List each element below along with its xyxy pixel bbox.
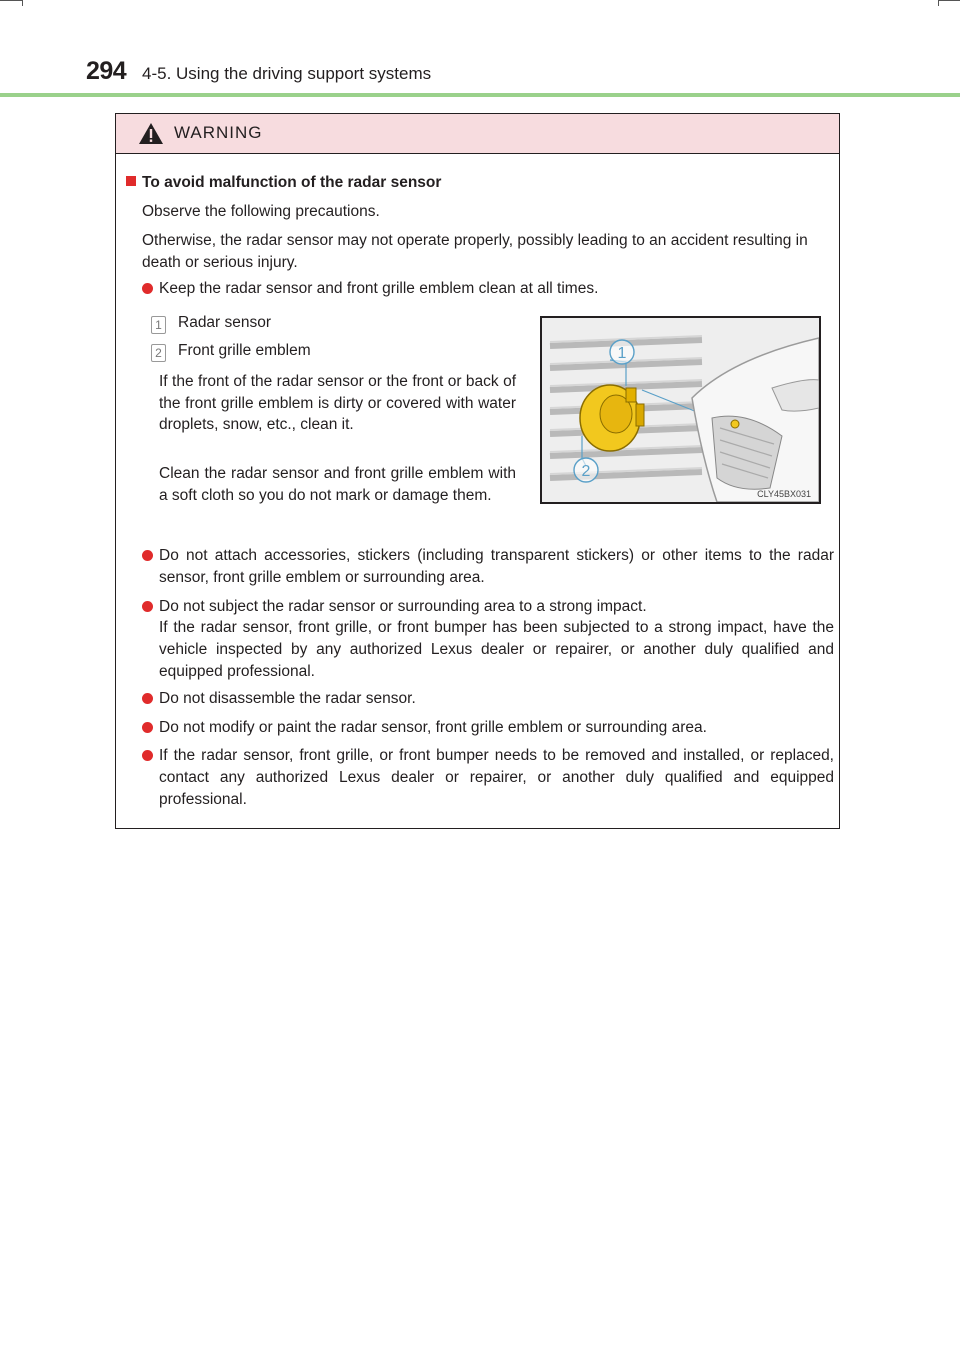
bullet-text: If the radar sensor, front grille, or front bumper has been subjected to a strong impact, have the vehicle inspected by any authorized Lexus dealer or repairer, or another duly qualified and equipped professional. [159,619,834,680]
callout-label-radar-sensor: Radar sensor [178,314,272,331]
subheading-text: To avoid malfunction of the radar sensor [142,174,442,191]
bullet-dot-icon [142,722,153,733]
bullet-item [142,545,834,589]
figure-code: CLY45BX031 [757,489,811,499]
warning-subheading [126,174,441,192]
page-header [0,0,960,100]
bullet-item [142,278,834,300]
bullet-text: Do not attach accessories, stickers (including transparent stickers) or other items to the radar sensor, front grille emblem or surrounding area. [159,547,834,586]
intro-text-2: Otherwise, the radar sensor may not operate properly, possibly leading to an accident resulting in death or serious injury. [142,232,808,271]
callout-label-front-grille-emblem: Front grille emblem [178,342,311,359]
bullet-text: Do not subject the radar sensor or surrounding area to a strong impact. [159,598,647,615]
header-divider [0,93,960,97]
figure-callout-2: 2 [581,463,591,480]
square-bullet-icon [126,176,136,186]
warning-header [116,114,839,154]
bullet-text: Do not disassemble the radar sensor. [159,690,416,707]
warning-title: WARNING [174,123,263,142]
radar-sensor-figure [540,316,821,504]
cleaning-instruction: Clean the radar sensor and front grille emblem with a soft cloth so you do not mark or damage them. [159,465,516,504]
bullet-item [142,717,834,739]
bullet-text: Do not modify or paint the radar sensor, front grille emblem or surrounding area. [159,719,707,736]
bullet-text: If the radar sensor, front grille, or front bumper needs to be removed and installed, or replaced, contact any authorized Lexus dealer or repairer, or another duly qualified and equipped professional. [159,747,834,808]
bullet-dot-icon [142,550,153,561]
bullet-item [142,688,834,710]
callout-number-1: 1 [151,316,166,334]
cleaning-description: If the front of the radar sensor or the front or back of the front grille emblem is dirty or covered with water droplets, snow, etc., clean it. [159,373,516,433]
bullet-dot-icon [142,283,153,294]
bullet-dot-icon [142,693,153,704]
page-number: 294 [86,57,127,85]
bullet-item [142,596,834,618]
warning-box [115,113,840,829]
bullet-dot-icon [142,750,153,761]
bullet-dot-icon [142,601,153,612]
radar-sensor-illustration [542,318,819,502]
bullet-continuation [142,617,834,683]
intro-text: Observe the following precautions. [142,203,380,220]
bullet-text: Keep the radar sensor and front grille emblem clean at all times. [159,280,599,297]
warning-triangle-icon [138,122,164,145]
figure-callout-1: 1 [617,345,627,362]
bullet-item [142,745,834,811]
callout-number-2: 2 [151,344,166,362]
section-title: 4-5. Using the driving support systems [142,64,432,83]
